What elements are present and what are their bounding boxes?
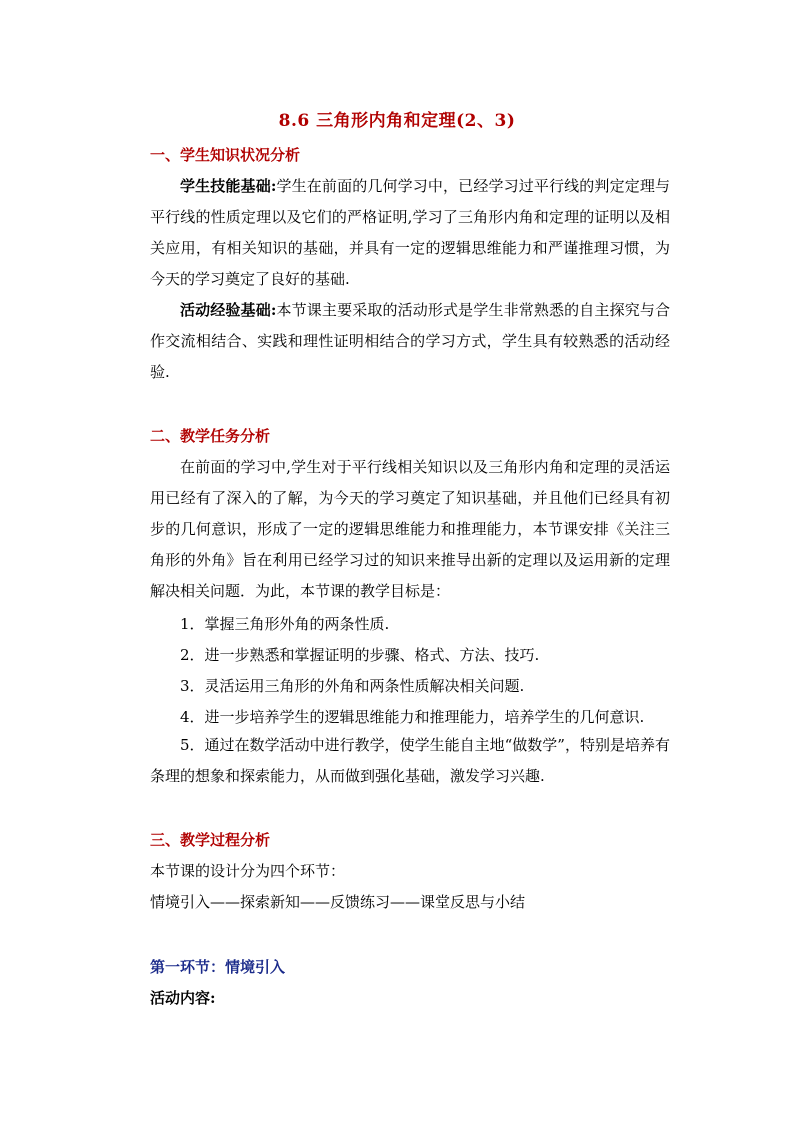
paragraph-task-intro: 在前面的学习中,学生对于平行线相关知识以及三角形内角和定理的灵活运用已经有了深入的了解，为今天的学习奠定了知识基础，并且他们已经具有初步的几何意识，形成了一定的逻辑思维能力和推理能力，本节课安排《关注三角形的外角》旨在利用已经学习过的知识来推导出新的定理以及运用新的定理解决相关问题．为此，本节课的教学目标是：: [150, 458, 670, 600]
teaching-goal-3: 3．灵活运用三角形的外角和两条性质解决相关问题.: [180, 677, 525, 695]
section-heading-task-analysis: 二、教学任务分析: [150, 427, 271, 445]
teaching-goal-2: 2．进一步熟悉和掌握证明的步骤、格式、方法、技巧.: [180, 646, 540, 664]
process-intro-line: 本节课的设计分为四个环节：: [150, 862, 346, 880]
activity-experience-label: 活动经验基础:: [180, 301, 277, 319]
skill-basis-label: 学生技能基础:: [180, 177, 277, 195]
teaching-goal-4: 4．进一步培养学生的逻辑思维能力和推理能力，培养学生的几何意识.: [180, 708, 645, 726]
section-heading-process-analysis: 三、教学过程分析: [150, 831, 271, 849]
teaching-goal-5: 5．通过在数学活动中进行教学，使学生能自主地“做数学”，特别是培养有条理的想象和探索能力，从而做到强化基础，激发学习兴趣.: [150, 736, 670, 785]
stage-heading-situation: 第一环节：情境引入: [150, 958, 286, 976]
teaching-goal-1: 1．掌握三角形外角的两条性质.: [180, 615, 390, 633]
section-heading-student-analysis: 一、学生知识状况分析: [150, 146, 301, 164]
activity-content-label: 活动内容:: [150, 989, 216, 1007]
activity-experience-text: 本节课主要采取的活动形式是学生非常熟悉的自主探究与合作交流相结合、实践和理性证明相结合的学习方式，学生具有较熟悉的活动经验.: [150, 301, 670, 381]
document-title: 8.6 三角形内角和定理(2、3): [278, 111, 516, 131]
paragraph-activity-experience: [150, 295, 670, 388]
skill-basis-text: 学生在前面的几何学习中，已经学习过平行线的判定定理与平行线的性质定理以及它们的严格证明,学习了三角形内角和定理的证明以及相关应用，有相关知识的基础，并具有一定的逻辑思维能力和严谨推理习惯，为今天的学习奠定了良好的基础.: [150, 177, 670, 288]
process-stages-line: 情境引入——探索新知——反馈练习——课堂反思与小结: [150, 893, 526, 911]
paragraph-skill-basis: [150, 171, 670, 295]
